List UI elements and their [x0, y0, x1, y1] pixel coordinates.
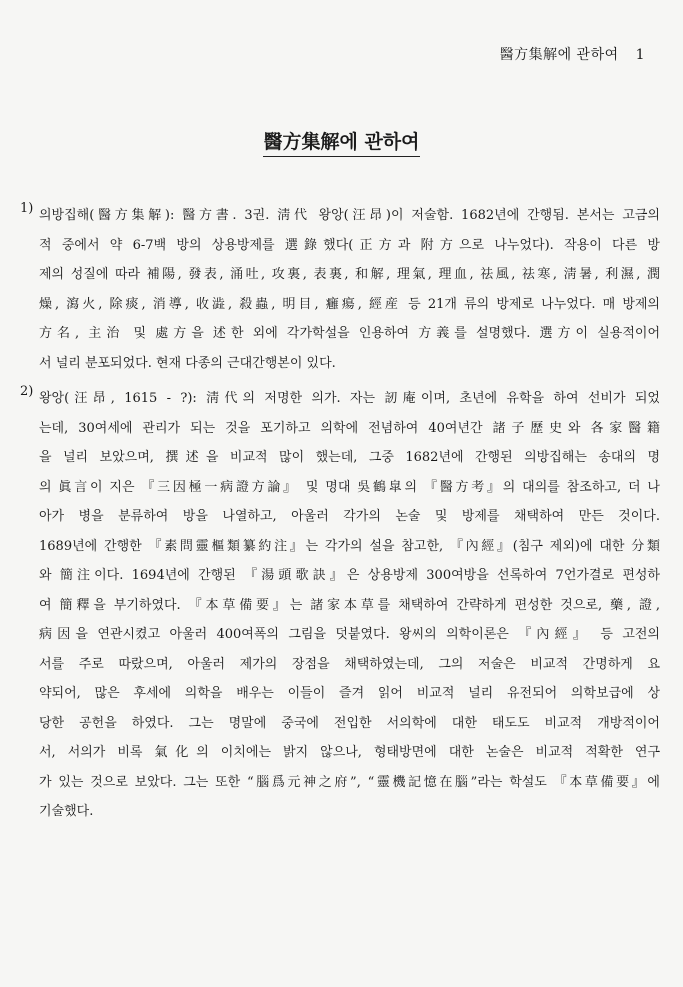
text-line: 의 眞言이 지은 『三因極一病證方論』 및 명대 吳鶴皐의 『醫方考』의 대의를 참조하고, 더 나	[39, 479, 660, 495]
text-line: 病因을 연관시켰고 아울러 400여폭의 그림을 덧붙였다. 왕씨의 의학이론은 『內經』 등 고전의	[39, 627, 660, 642]
text-line: 燥, 瀉火, 除痰, 消導, 收澁, 殺蟲, 明目, 癰瘍, 經産 등 21개 류의 방제로 나누었다. 매 방제의	[39, 296, 660, 312]
text-line: 의방집해(醫方集解): 醫方書. 3권. 淸代 왕앙(汪昂)이 저술함. 1682년에 간행됨. 본서는 고금의	[39, 208, 660, 223]
page-title	[0, 127, 683, 154]
text-line: 제의 성질에 따라 補陽, 發表, 涌吐, 攻裏, 表裏, 和解, 理氣, 理血, 祛風, 祛寒, 淸暑, 利濕, 潤	[39, 267, 660, 282]
text-line: 아가 병을 분류하여 방을 나열하고, 아울러 각가의 논술 및 방제를 채택하여 만든 것이다.	[39, 509, 660, 524]
text-line: 가 있는 것으로 보았다. 그는 또한 “腦爲元神之府”, “靈機記憶在腦”라는 학설도 『本草備要』에	[39, 774, 660, 790]
page-number: 1	[635, 47, 645, 63]
text-line: 기술했다.	[39, 804, 94, 819]
footnote-text	[39, 201, 660, 378]
text-line: 는데, 30여세에 관리가 되는 것을 포기하고 의학에 전념하여 40여년간 諸子歷史와 各家醫籍	[39, 420, 660, 436]
text-line: 적 중에서 약 6-7백 방의 상용방제를 選錄했다(正方과 附方으로 나누었다). 작용이 다른 방	[39, 237, 660, 253]
footnote-text	[39, 384, 660, 827]
text-line: 약되어, 많은 후세에 의학을 배우는 이들이 즐겨 읽어 비교적 널리 유전되어 의학보급에 상	[39, 686, 660, 701]
footnote-marker: 2)	[20, 384, 34, 399]
text-line: 서 널리 분포되었다. 현재 다종의 근대간행본이 있다.	[39, 355, 336, 371]
running-header-title: 醫方集解에 관하여	[499, 47, 619, 63]
text-line: 왕앙(汪昂, 1615 - ?): 淸代의 저명한 의가. 자는 訒庵이며, 초년에 유학을 하여 선비가 되었	[39, 391, 660, 406]
running-header	[500, 44, 645, 64]
text-line: 을 널리 보았으며, 撰述을 비교적 많이 했는데, 그중 1682년에 간행된 의방집해는 송대의 명	[39, 450, 660, 465]
text-line: 당한 공헌을 하였다. 그는 명말에 중국에 전입한 서의학에 대한 태도도 비교적 개방적이어	[39, 715, 660, 731]
text-line: 와 簡注이다. 1694년에 간행된 『湯頭歌訣』은 상용방제 300여방을 선록하여 7언가결로 편성하	[39, 568, 660, 583]
text-line: 서를 주로 따랐으며, 아울러 제가의 장점을 채택하였는데, 그의 저술은 비교적 간명하게 요	[39, 656, 660, 672]
page-title-text: 醫方集解에 관하여	[263, 131, 419, 157]
footnote-marker: 1)	[20, 201, 34, 216]
text-line: 方名, 主治 및 處方을 述한 외에 각가학설을 인용하여 方義를 설명했다. 選方이 실용적이어	[39, 326, 660, 341]
text-line: 1689년에 간행한 『素問靈樞類纂約注』는 각가의 설을 참고한, 『內經』(침구 제외)에 대한 分類	[39, 538, 660, 554]
text-line: 여 簡釋을 부기하였다. 『本草備要』는 諸家本草를 채택하여 간략하게 편성한 것으로, 藥, 證,	[39, 597, 660, 613]
text-line: 서, 서의가 비록 氣化의 이치에는 밝지 않으나, 형태방면에 대한 논술은 비교적 적확한 연구	[39, 745, 660, 760]
